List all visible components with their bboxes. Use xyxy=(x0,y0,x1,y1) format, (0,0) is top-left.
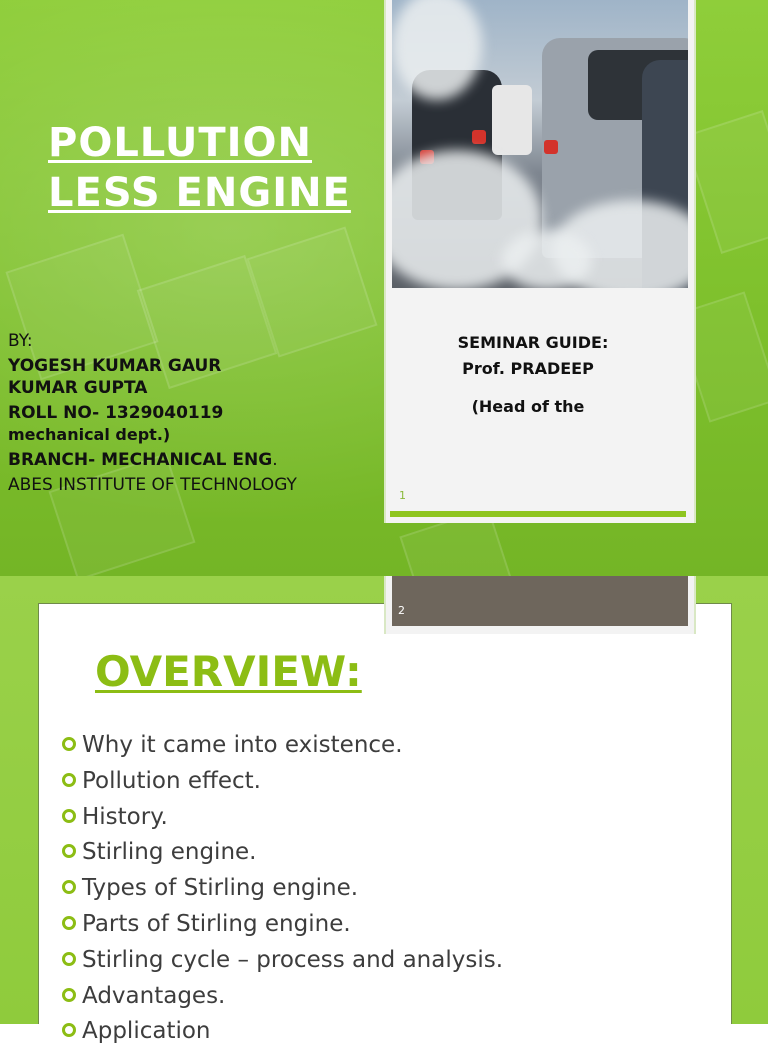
list-item-text: Stirling engine. xyxy=(82,839,257,866)
title-line-1: POLLUTION xyxy=(48,120,312,166)
list-item-text: Why it came into existence. xyxy=(82,732,403,758)
bullet-icon xyxy=(62,773,76,787)
author-name-line-2: KUMAR GUPTA xyxy=(8,378,148,398)
guide-name: Prof. PRADEEP xyxy=(462,359,594,378)
list-item-text: Parts of Stirling engine. xyxy=(82,910,351,937)
accent-bar xyxy=(390,511,686,517)
branch-tail: . xyxy=(272,450,278,470)
bullet-icon xyxy=(62,844,76,858)
photo-card xyxy=(384,0,696,523)
list-item xyxy=(60,1016,720,1052)
list-item xyxy=(60,909,720,945)
roll-number: ROLL NO- 1329040119 xyxy=(8,403,224,423)
tail-light xyxy=(472,130,486,144)
list-item xyxy=(60,730,720,766)
list-item-text: Stirling cycle – process and analysis. xyxy=(82,946,504,973)
overview-heading: OVERVIEW: xyxy=(95,647,362,696)
institute-name: ABES INSTITUTE OF TECHNOLOGY xyxy=(8,475,297,495)
department-fragment: mechanical dept.) xyxy=(8,425,171,444)
list-item xyxy=(60,981,720,1017)
list-item xyxy=(60,766,720,802)
page-number: 2 xyxy=(398,604,405,617)
branch-label: BRANCH- MECHANICAL ENG xyxy=(8,450,273,470)
list-item-text: Types of Stirling engine. xyxy=(82,875,359,902)
slide-title xyxy=(48,118,378,218)
list-item xyxy=(60,802,720,838)
list-item xyxy=(60,945,720,981)
list-item-text: Advantages. xyxy=(82,982,226,1009)
list-item-text: Pollution effect. xyxy=(82,767,261,794)
list-item-text: Application xyxy=(82,1018,211,1045)
traffic-pollution-photo xyxy=(392,0,688,288)
branch-line xyxy=(8,449,378,471)
author-block xyxy=(8,330,378,499)
title-line-2: LESS ENGINE xyxy=(48,170,351,216)
bullet-icon xyxy=(62,916,76,930)
list-item xyxy=(60,837,720,873)
page-number: 1 xyxy=(399,489,406,502)
guide-label: SEMINAR GUIDE: xyxy=(457,333,609,352)
tail-light xyxy=(544,140,558,154)
seminar-guide-block xyxy=(384,330,692,420)
header-tab xyxy=(384,576,696,634)
bullet-icon xyxy=(62,988,76,1002)
bullet-icon xyxy=(62,952,76,966)
smoke-cloud xyxy=(502,230,592,288)
bullet-icon xyxy=(62,880,76,894)
bullet-icon xyxy=(62,1023,76,1037)
car-shape xyxy=(492,85,532,155)
list-item xyxy=(60,873,720,909)
list-item-text: History. xyxy=(82,803,168,830)
bullet-icon xyxy=(62,737,76,751)
guide-role: (Head of the xyxy=(471,397,585,416)
bullet-icon xyxy=(62,809,76,823)
by-label: BY: xyxy=(8,331,33,351)
header-tab-fill xyxy=(392,576,688,626)
overview-list xyxy=(60,730,720,1052)
author-name-line-1: YOGESH KUMAR GAUR xyxy=(8,356,222,376)
